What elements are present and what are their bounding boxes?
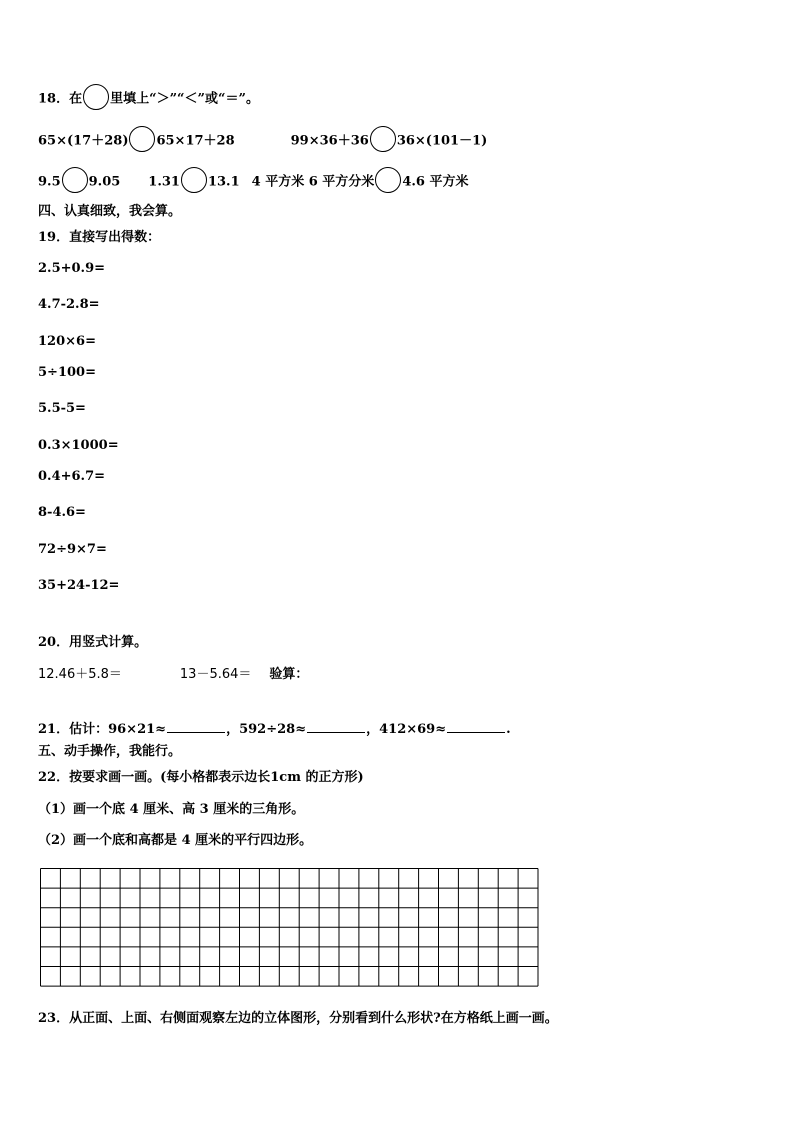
q21-label: 21．估计： bbox=[38, 722, 109, 737]
section-5-heading: 五、动手操作，我能行。 bbox=[38, 744, 182, 759]
expr-2b: 9.05 bbox=[88, 174, 121, 190]
q20-title: 20．用竖式计算。 bbox=[38, 635, 148, 650]
q18-label: 18．在 bbox=[38, 91, 83, 107]
q19-item-10: 35+24-12= bbox=[38, 578, 120, 593]
q20-problem-a: 12.46＋5.8＝ bbox=[38, 667, 122, 682]
q21-end: . bbox=[506, 722, 511, 737]
q19-item-9: 72÷9×7= bbox=[38, 542, 107, 557]
q19-item-3: 120×6= bbox=[38, 334, 96, 349]
expr-2a: 9.5 bbox=[38, 174, 61, 190]
q18-row2 bbox=[38, 171, 468, 193]
q22-sub-1: （1）画一个底 4 厘米、高 3 厘米的三角形。 bbox=[38, 802, 305, 817]
answer-circle-1[interactable] bbox=[129, 126, 155, 152]
q21-expr-c: 412×69≈ bbox=[379, 722, 447, 737]
q19-item-1: 2.5+0.9= bbox=[38, 261, 106, 276]
q21-blank-b[interactable] bbox=[307, 718, 365, 733]
expr-1d: 36×(101－1) bbox=[396, 133, 488, 149]
q21-blank-c[interactable] bbox=[447, 718, 505, 733]
expr-1b: 65×17＋28 bbox=[156, 133, 235, 149]
q20-check-label: 验算： bbox=[269, 667, 309, 682]
q18-title bbox=[38, 88, 259, 110]
expr-2e: 4 平方米 6 平方分米 bbox=[251, 174, 375, 190]
expr-2c: 1.31 bbox=[148, 174, 180, 190]
square-grid[interactable] bbox=[40, 868, 540, 988]
q19-item-6: 0.3×1000= bbox=[38, 438, 119, 453]
q19-item-2: 4.7-2.8= bbox=[38, 297, 100, 312]
expr-1c: 99×36＋36 bbox=[290, 133, 369, 149]
q18-row1 bbox=[38, 130, 487, 152]
answer-circle-5[interactable] bbox=[375, 167, 401, 193]
q19-title: 19．直接写出得数： bbox=[38, 230, 161, 245]
expr-1a: 65×(17＋28) bbox=[38, 133, 129, 149]
q22-title: 22．按要求画一画。(每小格都表示边长1cm 的正方形) bbox=[38, 770, 364, 785]
q21-line bbox=[38, 718, 511, 739]
q21-blank-a[interactable] bbox=[167, 718, 225, 733]
answer-circle-4[interactable] bbox=[181, 167, 207, 193]
q20-problem-b: 13－5.64＝ bbox=[179, 667, 252, 682]
q21-expr-b: 592÷28≈ bbox=[239, 722, 307, 737]
expr-2d: 13.1 bbox=[207, 174, 240, 190]
section-4-heading: 四、认真细致，我会算。 bbox=[38, 204, 182, 219]
q18-instruction: 里填上“＞”“＜”或“＝”。 bbox=[110, 91, 259, 107]
q21-separator-1: ， bbox=[226, 722, 240, 737]
q21-separator-2: ， bbox=[366, 722, 380, 737]
q19-item-7: 0.4+6.7= bbox=[38, 469, 106, 484]
q22-sub-2: （2）画一个底和高都是 4 厘米的平行四边形。 bbox=[38, 833, 313, 848]
q20-problems bbox=[38, 666, 308, 684]
q21-expr-a: 96×21≈ bbox=[108, 722, 167, 737]
answer-circle[interactable] bbox=[83, 84, 109, 110]
q23-title: 23．从正面、上面、右侧面观察左边的立体图形，分别看到什么形状?在方格纸上画一画。 bbox=[38, 1011, 558, 1026]
expr-2f: 4.6 平方米 bbox=[402, 174, 469, 190]
q19-item-4: 5÷100= bbox=[38, 365, 96, 380]
q19-item-8: 8-4.6= bbox=[38, 505, 86, 520]
q19-item-5: 5.5-5= bbox=[38, 401, 86, 416]
answer-circle-3[interactable] bbox=[62, 167, 88, 193]
answer-circle-2[interactable] bbox=[370, 126, 396, 152]
